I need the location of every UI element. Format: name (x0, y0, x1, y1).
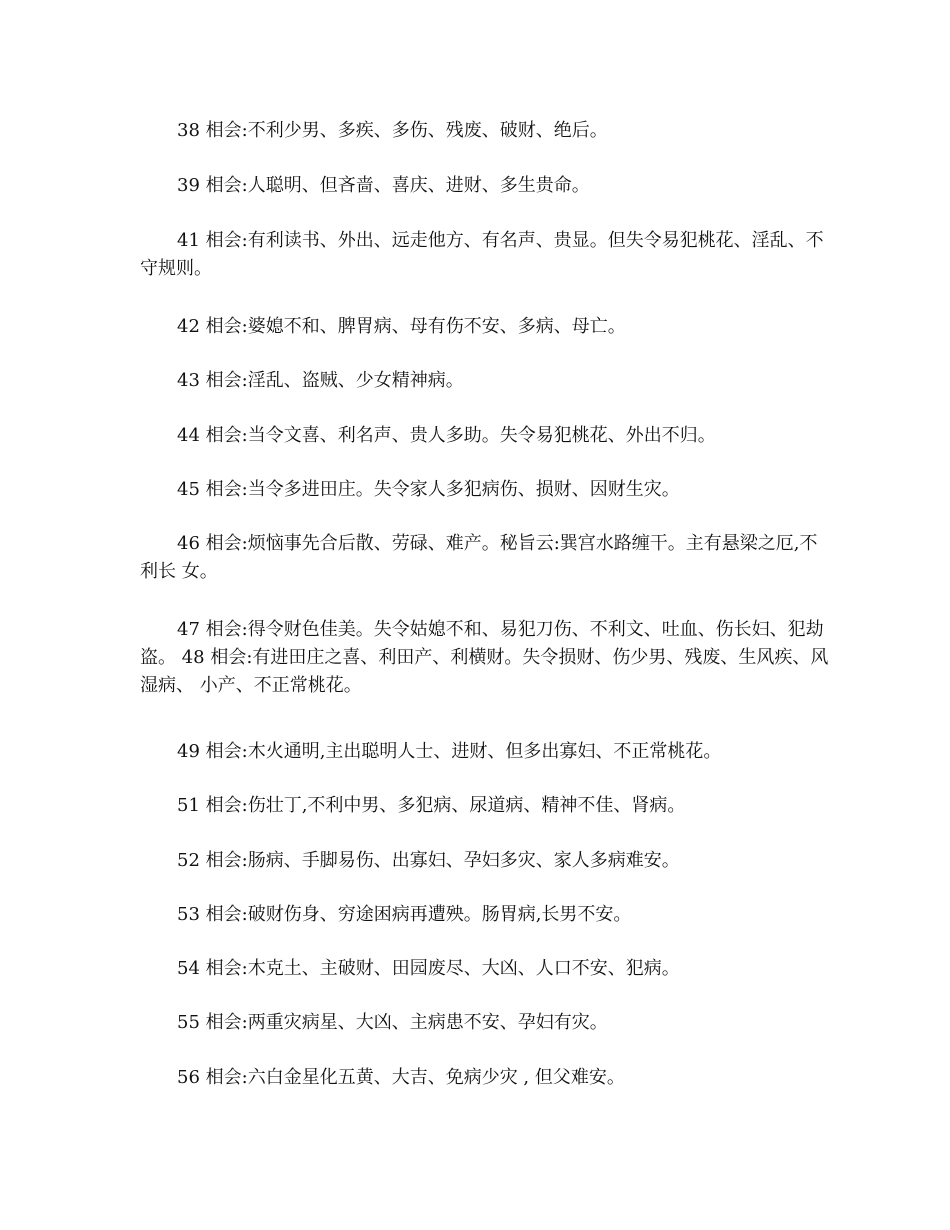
paragraph-53: 53 相会:破财伤身、穷途困病再遭殃。肠胃病,长男不安。 (177, 904, 632, 925)
paragraph-52: 52 相会:肠病、手脚易伤、出寡妇、孕妇多灾、家人多病难安。 (177, 850, 680, 871)
paragraph-51: 51 相会:伤壮丁,不利中男、多犯病、尿道病、精神不佳、肾病。 (177, 795, 686, 816)
paragraph-54: 54 相会:木克土、主破财、田园废尽、大凶、人口不安、犯病。 (177, 958, 680, 979)
paragraph-49: 49 相会:木火通明,主出聪明人士、进财、但多出寡妇、不正常桃花。 (177, 741, 722, 762)
paragraph-56: 56 相会:六白金星化五黄、大吉、免病少灾 , 但父难安。 (177, 1067, 625, 1088)
paragraph-46: 46 相会:烦恼事先合后散、劳碌、难产。秘旨云:巽宫水路缠干。主有悬梁之厄,不利长 女。 (140, 533, 818, 582)
paragraph-39: 39 相会:人聪明、但吝啬、喜庆、进财、多生贵命。 (177, 175, 590, 196)
paragraph-42: 42 相会:婆媳不和、脾胃病、母有伤不安、多病、母亡。 (177, 316, 626, 337)
paragraph-47-48: 47 相会:得令财色佳美。失令姑媳不和、易犯刀伤、不利文、吐血、伤长妇、犯劫盗。 48 相会:有进田庄之喜、利田产、利横财。失令损财、伤少男、残废、生风疾、风湿病、 小产、不正常桃花。 (140, 619, 829, 696)
paragraph-43: 43 相会:淫乱、盗贼、少女精神病。 (177, 370, 464, 391)
paragraph-45: 45 相会:当令多进田庄。失令家人多犯病伤、损财、因财生灾。 (177, 479, 680, 500)
paragraph-41: 41 相会:有利读书、外出、远走他方、有名声、贵显。但失令易犯桃花、淫乱、不守规则。 (140, 230, 824, 279)
paragraph-55: 55 相会:两重灾病星、大凶、主病患不安、孕妇有灾。 (177, 1012, 608, 1033)
paragraph-38: 38 相会:不利少男、多疾、多伤、残废、破财、绝后。 (177, 120, 608, 141)
paragraph-44: 44 相会:当令文喜、利名声、贵人多助。失令易犯桃花、外出不归。 (177, 425, 716, 446)
